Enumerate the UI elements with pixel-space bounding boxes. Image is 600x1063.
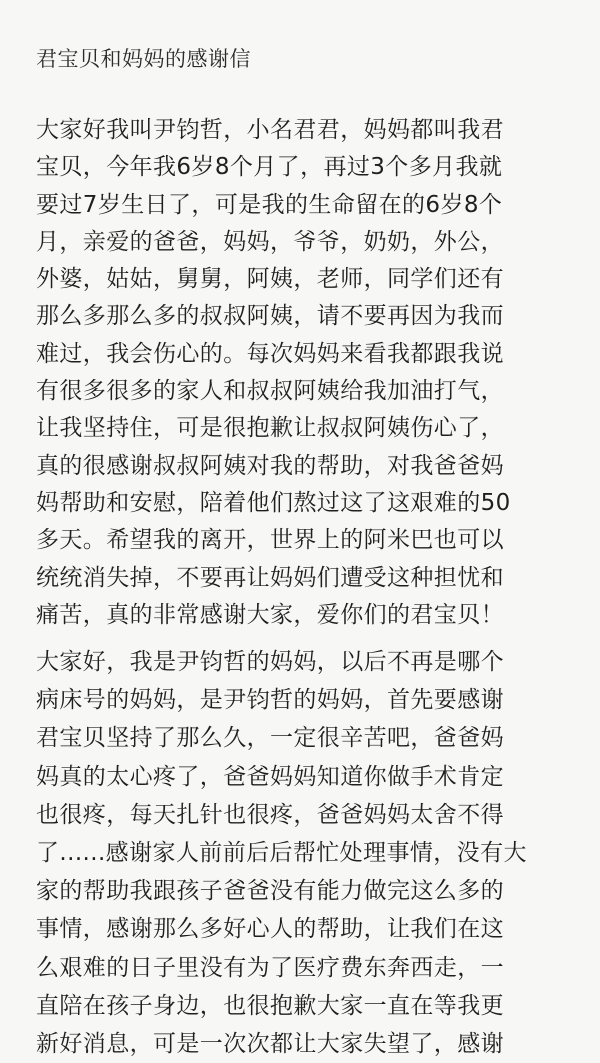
text-line: 宝贝，今年我6岁8个月了，再过3个多月我就: [36, 154, 503, 181]
text-line: 大家好，我是尹钧哲的妈妈，以后不再是哪个: [36, 649, 504, 675]
text-line: 让我坚持住，可是很抱歉让叔叔阿姨伤心了，: [36, 415, 504, 442]
text-line: 也很疼，每天扎针也很疼，爸爸妈妈太舍不得: [36, 801, 504, 828]
letter-title: 君宝贝和妈妈的感谢信: [36, 47, 251, 71]
paragraph-child-letter: [36, 112, 576, 634]
text-line: 统统消失掉，不要再让妈妈们遭受这种担忧和: [36, 564, 504, 591]
text-line: 月，亲爱的爸爸，妈妈，爷爷，奶奶，外公，: [36, 228, 504, 255]
text-line: 妈帮助和安慰，陪着他们熬过这了这艰难的50: [36, 489, 511, 516]
text-line: 大家好我叫尹钧哲，小名君君，妈妈都叫我君: [36, 117, 504, 143]
text-line: 外婆，姑姑，舅舅，阿姨，老师，同学们还有: [36, 266, 504, 293]
text-line: 多天。希望我的离开，世界上的阿米巴也可以: [36, 527, 504, 554]
paragraph-mother-letter: [36, 643, 576, 1063]
text-line: 真的很感谢叔叔阿姨对我的帮助，对我爸爸妈: [36, 452, 504, 479]
text-line: 病床号的妈妈，是尹钧哲的妈妈，首先要感谢: [36, 687, 504, 714]
text-line: 么艰难的日子里没有为了医疗费东奔西走，一: [36, 954, 504, 981]
text-line: 痛苦，真的非常感谢大家，爱你们的君宝贝！: [36, 601, 504, 628]
text-line: 直陪在孩子身边，也很抱歉大家一直在等我更: [36, 992, 504, 1019]
text-line: 妈真的太心疼了，爸爸妈妈知道你做手术肯定: [36, 763, 504, 790]
text-line: 了......感谢家人前前后后帮忙处理事情，没有大: [36, 840, 527, 867]
text-line: 君宝贝坚持了那么久，一定很辛苦吧，爸爸妈: [36, 725, 504, 752]
text-line: 要过7岁生日了，可是我的生命留在的6岁8个: [36, 191, 503, 218]
text-line: 那么多那么多的叔叔阿姨，请不要再因为我而: [36, 303, 504, 330]
text-line: 事情，感谢那么多好心人的帮助，让我们在这: [36, 916, 504, 943]
text-line: 家的帮助我跟孩子爸爸没有能力做完这么多的: [36, 878, 504, 905]
text-line: 难过，我会伤心的。每次妈妈来看我都跟我说: [36, 340, 504, 367]
text-line: 新好消息，可是一次次都让大家失望了，感谢: [36, 1031, 504, 1058]
text-line: 有很多很多的家人和叔叔阿姨给我加油打气，: [36, 378, 504, 405]
